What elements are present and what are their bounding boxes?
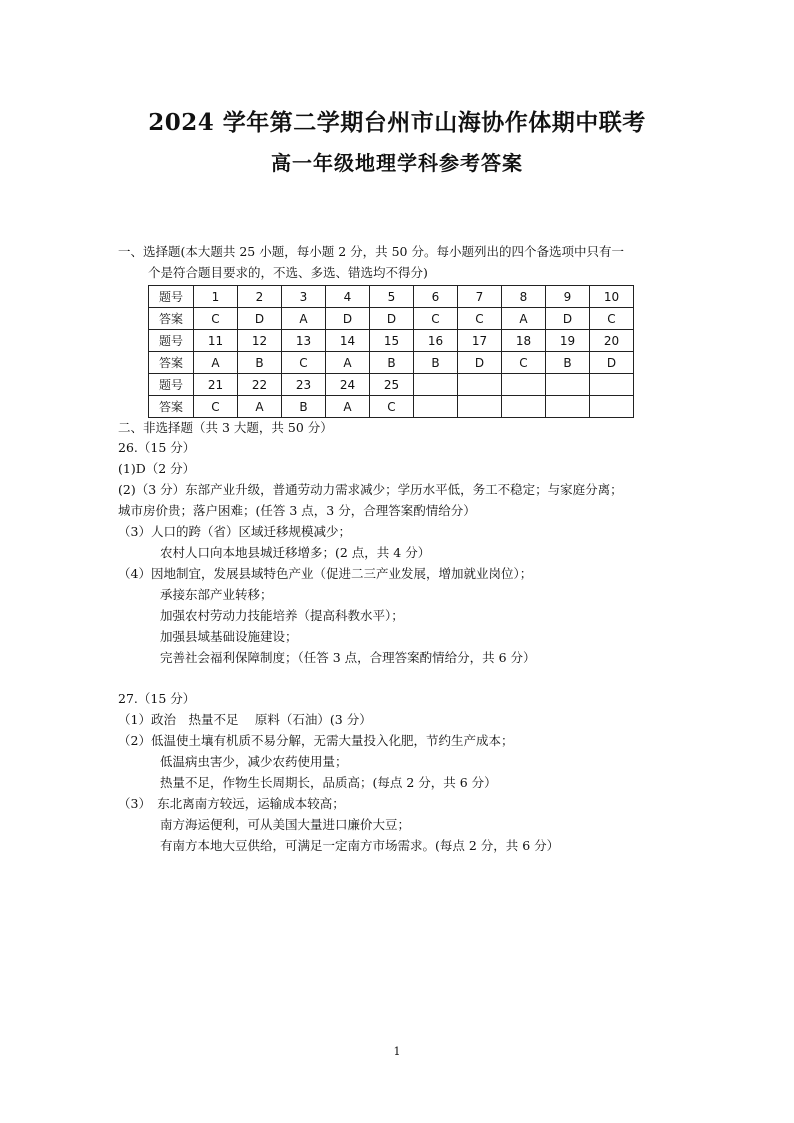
q27-line: 低温病虫害少，减少农药使用量； xyxy=(160,754,348,769)
table-cell: 12 xyxy=(238,330,282,352)
table-cell: 22 xyxy=(238,374,282,396)
table-cell: 18 xyxy=(502,330,546,352)
q27-line: 有南方本地大豆供给，可满足一定南方市场需求。(每点 2 分，共 6 分） xyxy=(160,838,560,853)
section1-intro-line2: 个是符合题目要求的，不选、多选、错选均不得分) xyxy=(148,265,428,280)
q26-line: 加强农村劳动力技能培养（提高科教水平）； xyxy=(160,608,404,623)
q26-line: （4）因地制宜，发展县域特色产业（促进二三产业发展，增加就业岗位）； xyxy=(118,566,533,581)
table-cell: 4 xyxy=(326,286,370,308)
table-cell: 10 xyxy=(590,286,634,308)
table-header-cell: 题号 xyxy=(149,374,194,396)
table-cell: A xyxy=(282,308,326,330)
table-row xyxy=(149,330,634,352)
q27-line: 南方海运便利，可从美国大量进口廉价大豆； xyxy=(160,817,411,832)
table-cell: D xyxy=(458,352,502,374)
q26-line: 农村人口向本地县城迁移增多；(2 点，共 4 分） xyxy=(160,545,431,560)
table-cell: 19 xyxy=(546,330,590,352)
table-cell: A xyxy=(326,352,370,374)
table-cell: 11 xyxy=(194,330,238,352)
table-cell xyxy=(414,396,458,418)
table-cell: 9 xyxy=(546,286,590,308)
table-cell: D xyxy=(370,308,414,330)
page-number: 1 xyxy=(393,1045,401,1058)
table-header-cell: 答案 xyxy=(149,308,194,330)
table-cell xyxy=(502,396,546,418)
table-cell: 1 xyxy=(194,286,238,308)
table-row xyxy=(149,286,634,308)
table-cell: C xyxy=(194,396,238,418)
q26-line: 加强县域基础设施建设； xyxy=(160,629,298,644)
table-cell: 16 xyxy=(414,330,458,352)
q27-line: （1）政治 热量不足 原料（石油）(3 分） xyxy=(118,712,372,727)
q26-line: （3）人口的跨（省）区域迁移规模减少； xyxy=(118,524,351,539)
table-cell xyxy=(502,374,546,396)
table-cell: D xyxy=(546,308,590,330)
table-cell: 20 xyxy=(590,330,634,352)
table-cell: C xyxy=(458,308,502,330)
page-subtitle: 高一年级地理学科参考答案 xyxy=(271,151,523,175)
table-header-cell: 答案 xyxy=(149,352,194,374)
q26-line: 城市房价贵；落户困难；(任答 3 点，3 分，合理答案酌情给分） xyxy=(118,503,476,518)
q27-line: （2）低温使土壤有机质不易分解，无需大量投入化肥，节约生产成本； xyxy=(118,733,514,748)
table-cell: D xyxy=(590,352,634,374)
q27-line: （3） 东北离南方较远，运输成本较高； xyxy=(118,796,345,811)
table-cell: 23 xyxy=(282,374,326,396)
table-cell: 5 xyxy=(370,286,414,308)
table-row xyxy=(149,352,634,374)
table-cell: D xyxy=(238,308,282,330)
table-cell: C xyxy=(194,308,238,330)
table-cell: 3 xyxy=(282,286,326,308)
table-cell: A xyxy=(194,352,238,374)
q26-line: 完善社会福利保障制度；（任答 3 点，合理答案酌情给分，共 6 分） xyxy=(160,650,536,665)
page-title: 2024 学年第二学期台州市山海协作体期中联考 xyxy=(148,109,646,136)
table-cell xyxy=(414,374,458,396)
table-cell: B xyxy=(238,352,282,374)
table-cell: 17 xyxy=(458,330,502,352)
q27-line: 热量不足，作物生长周期长，品质高；(每点 2 分，共 6 分） xyxy=(160,775,497,790)
table-cell: C xyxy=(370,396,414,418)
table-cell: 24 xyxy=(326,374,370,396)
table-cell: D xyxy=(326,308,370,330)
table-cell: 14 xyxy=(326,330,370,352)
table-row xyxy=(149,396,634,418)
table-cell: B xyxy=(546,352,590,374)
q26-line: (2)（3 分）东部产业升级，普通劳动力需求减少；学历水平低，务工不稳定；与家庭分离； xyxy=(118,482,623,497)
q26-line: (1)D（2 分） xyxy=(118,461,196,476)
q26-title: 26.（15 分） xyxy=(118,440,196,455)
table-cell: C xyxy=(590,308,634,330)
table-cell: 21 xyxy=(194,374,238,396)
table-cell xyxy=(546,374,590,396)
table-cell xyxy=(458,374,502,396)
table-cell: 8 xyxy=(502,286,546,308)
answer-table xyxy=(148,285,634,418)
table-cell: C xyxy=(282,352,326,374)
table-cell: 6 xyxy=(414,286,458,308)
table-cell: 25 xyxy=(370,374,414,396)
table-row xyxy=(149,308,634,330)
table-cell: B xyxy=(282,396,326,418)
table-cell: 2 xyxy=(238,286,282,308)
q27-title: 27.（15 分） xyxy=(118,691,196,706)
table-header-cell: 题号 xyxy=(149,330,194,352)
q26-line: 承接东部产业转移； xyxy=(160,587,273,602)
table-cell: A xyxy=(238,396,282,418)
table-cell: 13 xyxy=(282,330,326,352)
table-cell xyxy=(546,396,590,418)
table-row xyxy=(149,374,634,396)
table-header-cell: 题号 xyxy=(149,286,194,308)
table-cell: B xyxy=(370,352,414,374)
table-cell xyxy=(590,396,634,418)
table-cell xyxy=(458,396,502,418)
table-cell: A xyxy=(502,308,546,330)
table-cell: C xyxy=(502,352,546,374)
table-header-cell: 答案 xyxy=(149,396,194,418)
section2-heading: 二、非选择题（共 3 大题，共 50 分） xyxy=(118,420,333,435)
table-cell: A xyxy=(326,396,370,418)
section1-intro-line1: 一、选择题(本大题共 25 小题，每小题 2 分，共 50 分。每小题列出的四个备选项中只有一 xyxy=(118,244,624,259)
table-cell: 7 xyxy=(458,286,502,308)
table-cell: C xyxy=(414,308,458,330)
table-cell: B xyxy=(414,352,458,374)
table-cell: 15 xyxy=(370,330,414,352)
table-cell xyxy=(590,374,634,396)
